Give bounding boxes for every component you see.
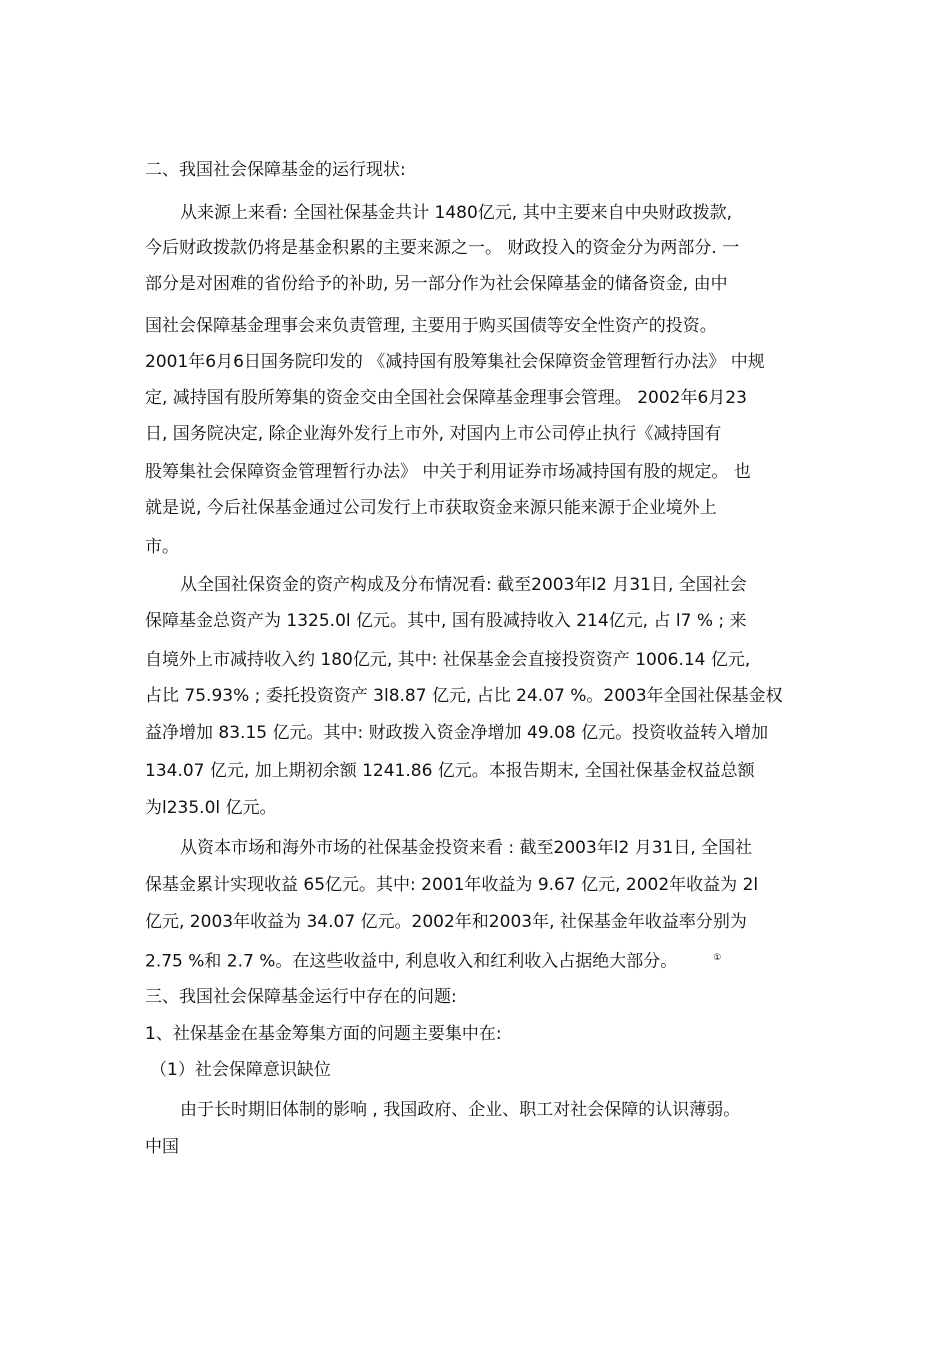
section-heading: 三、我国社会保障基金运行中存在的问题: [145, 987, 457, 1007]
paragraph-line: 保基金累计实现收益 65亿元。其中: 2001年收益为 9.67 亿元, 2002年收益为 2l [145, 875, 759, 895]
footnote-marker: ① [713, 953, 722, 963]
paragraph-line: 2001年6月6日国务院印发的 《减持国有股筹集社会保障资金管理暂行办法》 中规 [145, 352, 765, 372]
subsection-heading: （1）社会保障意识缺位 [150, 1060, 331, 1080]
paragraph-line: 今后财政拨款仍将是基金积累的主要来源之一。 财政投入的资金分为两部分. 一 [145, 238, 740, 258]
paragraph-text: 2.75 %和 2.7 %。在这些收益中, 利息收入和红利收入占据绝大部分。 [145, 951, 678, 972]
paragraph-line: 占比 75.93% ; 委托投资资产 3l8.87 亿元, 占比 24.07 %。2003年全国社保基金权 [145, 686, 783, 706]
paragraph-line: 就是说, 今后社保基金通过公司发行上市获取资金来源只能来源于企业境外上 [145, 498, 717, 518]
paragraph-line: 由于长时期旧体制的影响 , 我国政府、企业、职工对社会保障的认识薄弱。 [180, 1100, 741, 1120]
subsection-heading: 1、社保基金在基金筹集方面的问题主要集中在: [145, 1024, 502, 1044]
paragraph-line: 益净增加 83.15 亿元。其中: 财政拨入资金净增加 49.08 亿元。投资收益转入增加 [145, 723, 769, 743]
paragraph-line: 国社会保障基金理事会来负责管理, 主要用于购买国债等安全性资产的投资。 [145, 316, 717, 336]
paragraph-line: 股筹集社会保障资金管理暂行办法》 中关于利用证券市场减持国有股的规定。 也 [145, 462, 751, 482]
paragraph-line: 亿元, 2003年收益为 34.07 亿元。2002年和2003年, 社保基金年收益率分别为 [145, 912, 747, 932]
paragraph-line: 中国 [145, 1137, 179, 1157]
paragraph-line: 定, 减持国有股所筹集的资金交由全国社会保障基金理事会管理。 2002年6月23 [145, 388, 747, 408]
paragraph-line: 部分是对困难的省份给予的补助, 另一部分作为社会保障基金的储备资金, 由中 [145, 274, 728, 294]
paragraph-line: 日, 国务院决定, 除企业海外发行上市外, 对国内上市公司停止执行《减持国有 [145, 424, 722, 444]
paragraph-line: 市。 [145, 537, 179, 557]
paragraph-line: 从全国社保资金的资产构成及分布情况看: 截至2003年l2 月31日, 全国社会 [180, 575, 747, 595]
paragraph-line: 自境外上市减持收入约 180亿元, 其中: 社保基金会直接投资资产 1006.14 亿元, [145, 650, 751, 670]
paragraph-line: 为l235.0l 亿元。 [145, 798, 277, 818]
paragraph-line: 从资本市场和海外市场的社保基金投资来看 : 截至2003年l2 月31日, 全国社 [180, 838, 753, 858]
paragraph-line [145, 948, 950, 972]
paragraph-line: 从来源上来看: 全国社保基金共计 1480亿元, 其中主要来自中央财政拨款, [180, 203, 733, 223]
paragraph-line: 134.07 亿元, 加上期初余额 1241.86 亿元。本报告期末, 全国社保基金权益总额 [145, 761, 755, 781]
paragraph-line: 保障基金总资产为 1325.0l 亿元。其中, 国有股减持收入 214亿元, 占 l7 % ; 来 [145, 611, 747, 631]
section-heading: 二、我国社会保障基金的运行现状: [145, 160, 406, 180]
